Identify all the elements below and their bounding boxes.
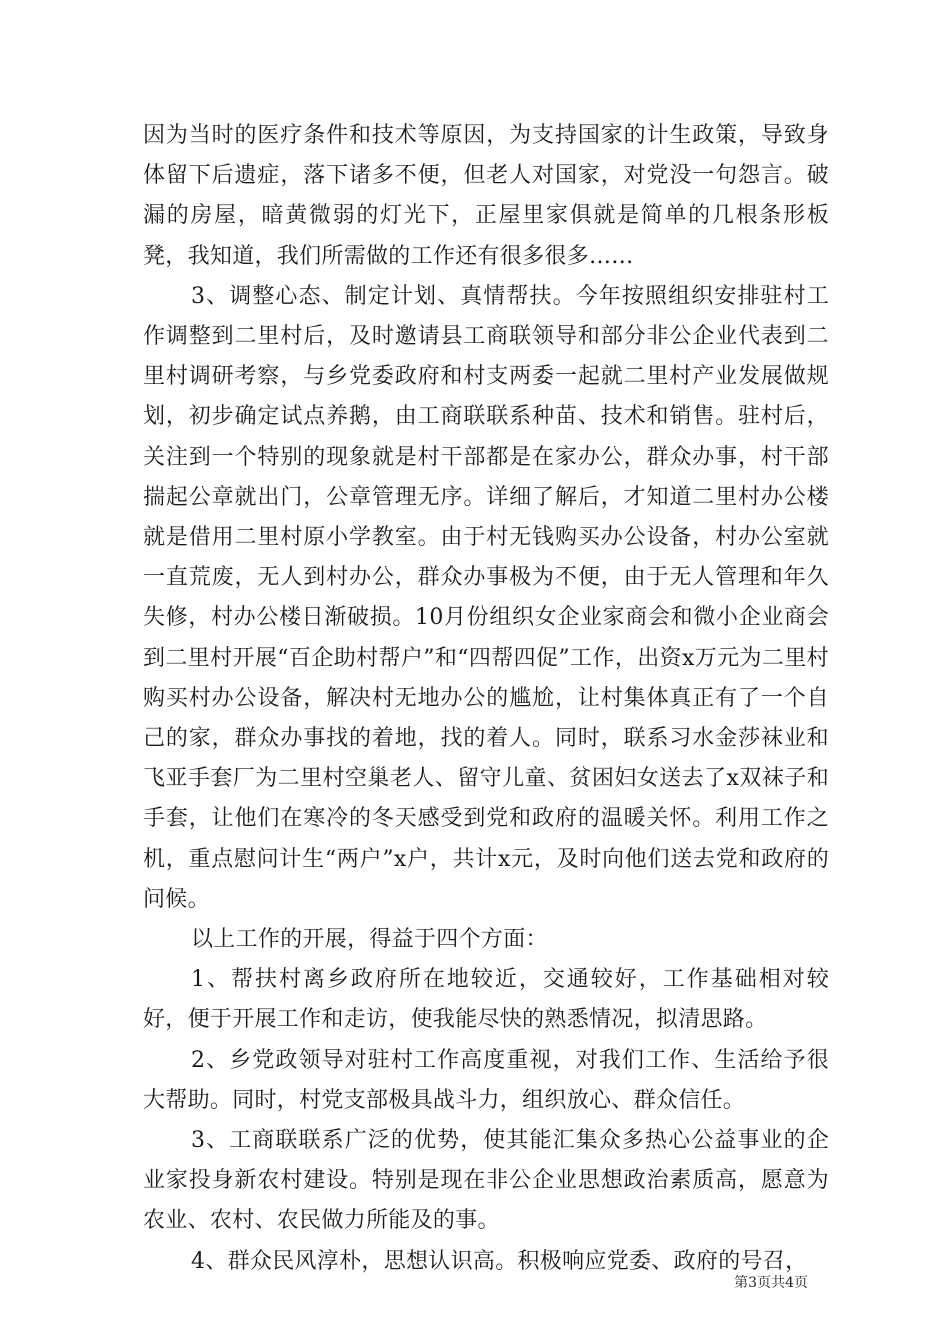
paragraph-point-4: 4、群众民风淳朴，思想认识高。积极响应党委、政府的号召， [191,1248,808,1274]
paragraph-summary-intro: 以上工作的开展，得益于四个方面： [191,927,548,953]
paragraph-point-1: 1、帮扶村离乡政府所在地较近，交通较好，工作基础相对较好，便于开展工作和走访，使我能尽快的熟悉情况，拟清思路。 [143,967,829,1033]
paragraph-point-2: 2、乡党政领导对驻村工作高度重视，对我们工作、生活给予很大帮助。同时，村党支部极具战斗力，组织放心、群众信任。 [143,1047,829,1113]
document-body [143,116,829,1282]
paragraph-point-3: 3、工商联联系广泛的优势，使其能汇集众多热心公益事业的企业家投身新农村建设。特别是现在非公企业思想政治素质高，愿意为农业、农村、农民做力所能及的事。 [143,1128,829,1234]
paragraph-continuation: 因为当时的医疗条件和技术等原因，为支持国家的计生政策，导致身体留下后遗症，落下诸多不便，但老人对国家，对党没一句怨言。破漏的房屋，暗黄微弱的灯光下，正屋里家俱就是简单的几根条形板凳，我知道，我们所需做的工作还有很多很多…… [143,123,829,269]
paragraph-section-3: 3、调整心态、制定计划、真情帮扶。今年按照组织安排驻村工作调整到二里村后，及时邀请县工商联领导和部分非公企业代表到二里村调研考察，与乡党委政府和村支两委一起就二里村产业发展做规划，初步确定试点养鹅，由工商联联系种苗、技术和销售。驻村后，关注到一个特别的现象就是村干部都是在家办公，群众办事，村干部揣起公章就出门，公章管理无序。详细了解后，才知道二里村办公楼就是借用二里村原小学教室。由于村无钱购买办公设备，村办公室就一直荒废，无人到村办公，群众办事极为不便，由于无人管理和年久失修，村办公楼日渐破损。10月份组织女企业家商会和微小企业商会到二里村开展“百企助村帮户”和“四帮四促”工作，出资x万元为二里村购买村办公设备，解决村无地办公的尴尬，让村集体真正有了一个自己的家，群众办事找的着地，找的着人。同时，联系习水金莎袜业和飞亚手套厂为二里村空巢老人、留守儿童、贫困妇女送去了x双袜子和手套，让他们在寒冷的冬天感受到党和政府的温暖关怀。利用工作之机，重点慰问计生“两户”x户，共计x元，及时向他们送去党和政府的问候。 [143,283,829,912]
page-number-footer: 第3页共4页 [734,1275,808,1291]
